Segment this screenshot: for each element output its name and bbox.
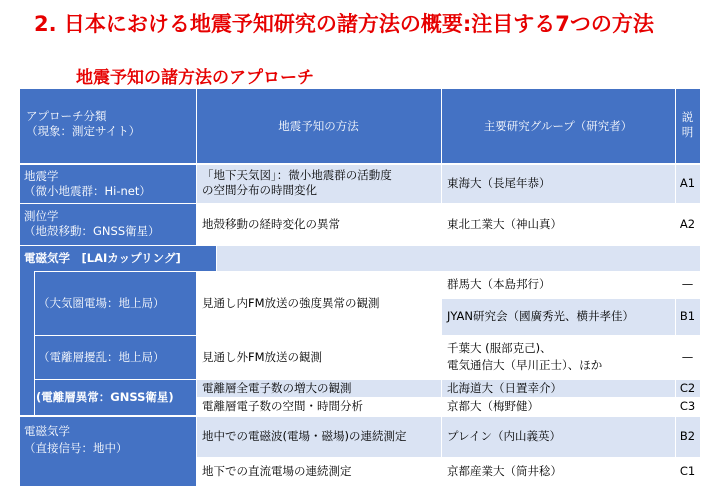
- column-divider: [441, 89, 442, 245]
- note-ionosphere-gnss-a-text: C2: [679, 380, 696, 395]
- subcategory-ionosphere-disturb: [34, 335, 196, 379]
- group-ionosphere-disturb-line2: 電気通信大（早川正士）、ほか: [447, 358, 603, 372]
- row-divider: [196, 457, 700, 458]
- group-ionosphere-disturb-line1: 千葉大 (服部克己)、: [447, 341, 552, 355]
- group-em-direct-b: [441, 457, 675, 486]
- category-em-lai: [20, 245, 216, 271]
- subcategory-ionosphere-gnss-text: (電離層異常：GNSS衛星): [36, 389, 174, 404]
- header-group: [441, 89, 675, 163]
- column-divider: [196, 271, 197, 486]
- row-divider: [34, 271, 700, 272]
- method-em-direct-b: [196, 457, 441, 486]
- header-method: [196, 89, 441, 163]
- category-em-direct: [20, 415, 196, 486]
- group-em-direct-a-text: プレイン（内山義英）: [447, 428, 561, 443]
- group-atmosphere-a: [441, 271, 675, 298]
- method-em-direct-b-text: 地下での直流電場の連続測定: [202, 464, 352, 478]
- row-divider: [34, 379, 700, 380]
- row-divider: [196, 397, 700, 398]
- note-ionosphere-disturb: [675, 335, 700, 379]
- note-atmosphere-b: [675, 298, 700, 335]
- note-em-direct-a: [675, 415, 700, 457]
- header-approach-line2: （現象：測定サイト）: [26, 124, 141, 138]
- row-divider: [20, 203, 700, 204]
- group-geodesy-text: 東北工業大（神山真）: [447, 216, 562, 231]
- group-geodesy: [441, 203, 675, 245]
- em-lai-indent: [20, 271, 34, 415]
- subcategory-atmosphere: [34, 271, 196, 335]
- group-ionosphere-disturb: [441, 335, 675, 379]
- row-divider: [20, 245, 700, 246]
- group-atmosphere-b: [441, 298, 675, 335]
- group-seismology-text: 東海大（長尾年恭）: [447, 175, 551, 190]
- note-atmosphere-a-text: —: [681, 277, 694, 291]
- note-em-direct-b: [675, 457, 700, 486]
- header-note: [675, 89, 700, 163]
- method-ionosphere-gnss-b-text: 電離層電子数の空間・時間分析: [202, 398, 363, 413]
- method-ionosphere-gnss-a: [196, 379, 441, 397]
- category-geodesy-line1: 測位学: [24, 209, 59, 223]
- note-ionosphere-gnss-a: [675, 379, 700, 397]
- row-divider: [20, 163, 700, 165]
- header-note-line1: 説: [681, 110, 694, 124]
- method-em-direct-a: [196, 415, 441, 457]
- note-ionosphere-disturb-text: —: [681, 349, 694, 364]
- group-atmosphere-b-text: JYAN研究会（國廣秀光、横井孝佳）: [447, 309, 634, 323]
- method-ionosphere-gnss-b: [196, 397, 441, 415]
- header-approach: [20, 89, 196, 163]
- note-atmosphere-a: [675, 271, 700, 298]
- method-geodesy-text: 地殻移動の経時変化の異常: [202, 216, 340, 231]
- category-em-direct-line2: （直接信号：地中）: [24, 441, 128, 455]
- method-atmosphere: [196, 271, 441, 335]
- note-ionosphere-gnss-b: [675, 397, 700, 415]
- row-divider: [34, 335, 700, 336]
- category-geodesy: [20, 203, 196, 245]
- group-ionosphere-gnss-b: [441, 397, 675, 415]
- row-divider: [20, 415, 700, 417]
- note-geodesy: [675, 203, 700, 245]
- method-seismology: [196, 163, 441, 203]
- column-divider: [675, 271, 676, 486]
- note-em-direct-a-text: B2: [679, 428, 696, 443]
- group-ionosphere-gnss-a-text: 北海道大（日置幸介）: [447, 380, 562, 395]
- approach-table: [20, 89, 700, 486]
- category-em-direct-line1: 電磁気学: [24, 424, 70, 438]
- note-ionosphere-gnss-b-text: C3: [679, 398, 696, 413]
- header-note-line2: 明: [681, 125, 694, 139]
- group-atmosphere-a-text: 群馬大（本島邦行）: [447, 277, 551, 291]
- subcategory-atmosphere-text: （大気圏電場：地上局）: [38, 295, 165, 310]
- category-em-lai-label: 電磁気学 [LAIカップリング]: [24, 250, 181, 265]
- method-atmosphere-text: 見通し内FM放送の強度異常の観測: [202, 295, 380, 310]
- column-divider: [675, 89, 676, 245]
- method-seismology-line2: の空間分布の時間変化: [202, 183, 317, 197]
- group-ionosphere-gnss-a: [441, 379, 675, 397]
- note-em-direct-b-text: C1: [679, 464, 696, 478]
- note-geodesy-text: A2: [679, 216, 696, 231]
- group-em-direct-b-text: 京都産業大（筒井稔）: [447, 464, 562, 478]
- group-em-direct-a: [441, 415, 675, 457]
- row-divider: [441, 298, 700, 299]
- method-ionosphere-gnss-a-text: 電離層全電子数の増大の観測: [202, 380, 352, 395]
- column-divider: [441, 271, 442, 486]
- method-em-direct-a-text: 地中での電磁波(電場・磁場)の連続測定: [202, 428, 407, 443]
- column-divider: [216, 245, 217, 271]
- method-ionosphere-disturb: [196, 335, 441, 379]
- method-seismology-line1: 「地下天気図」：微小地震群の活動度: [202, 168, 392, 182]
- column-divider: [34, 271, 35, 415]
- method-geodesy: [196, 203, 441, 245]
- slide-title: 2. 日本における地震予知研究の諸方法の概要:注目する7つの方法: [34, 12, 654, 36]
- category-seismology: [20, 163, 196, 203]
- category-seismology-line1: 地震学: [24, 169, 59, 183]
- header-approach-line1: アプローチ分類: [26, 109, 107, 123]
- header-group-label: 主要研究グループ（研究者）: [483, 118, 633, 133]
- group-ionosphere-gnss-b-text: 京都大（梅野健）: [447, 398, 539, 413]
- category-seismology-line2: （微小地震群：Hi-net）: [24, 184, 151, 198]
- subcategory-ionosphere-disturb-text: （電離層擾乱：地上局）: [38, 349, 165, 364]
- column-divider: [196, 89, 197, 245]
- note-seismology-text: A1: [679, 175, 696, 190]
- subcategory-ionosphere-gnss: [34, 379, 196, 415]
- category-geodesy-line2: （地殻移動：GNSS衛星）: [24, 224, 160, 238]
- note-atmosphere-b-text: B1: [679, 309, 696, 323]
- slide-subtitle: 地震予知の諸方法のアプローチ: [76, 68, 314, 88]
- method-ionosphere-disturb-text: 見通し外FM放送の観測: [202, 349, 323, 364]
- em-lai-filler: [216, 245, 700, 271]
- header-method-label: 地震予知の方法: [278, 118, 359, 133]
- group-seismology: [441, 163, 675, 203]
- note-seismology: [675, 163, 700, 203]
